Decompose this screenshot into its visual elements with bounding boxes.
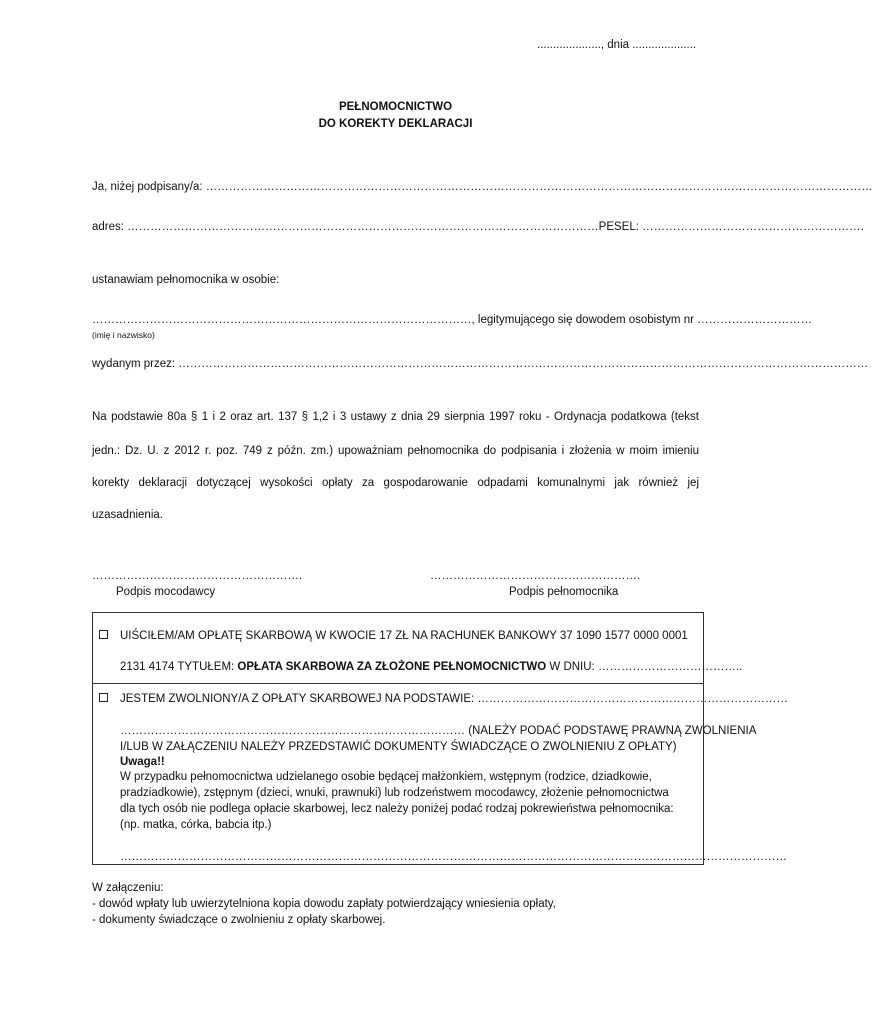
address-pesel-field[interactable]: adres: ……………………………………………………………………………………………………………PESEL: …………………………………………………. (92, 221, 864, 233)
attachments-title: W załączeniu: (92, 882, 164, 894)
warning-line-2: pradziadkowie), zstępnym (dzieci, wnuki, prawnuki) lub rodzeństwem mocodawcy, złożenie pełnomocnictwa (120, 787, 669, 799)
appoint-label: ustanawiam pełnomocnika w osobie: (92, 274, 280, 286)
warning-line-3: dla tych osób nie podlega opłacie skarbowej, lecz należy poniżej podać rodzaj pokrewieństwa pełnomocnika: (120, 803, 674, 815)
principal-signature-line[interactable]: ………………………………………………. (92, 570, 303, 582)
issued-by-field[interactable]: wydanym przez: ……………………………………………………………………………………………………………………………………………………………… (92, 358, 869, 370)
principal-signature-label: Podpis mocodawcy (116, 586, 216, 598)
option2-line1[interactable]: JESTEM ZWOLNIONY/A Z OPŁATY SKARBOWEJ NA PODSTAWIE: ……………………………………………………………………… (120, 693, 788, 705)
option1-line2-prefix: 2131 4174 TYTUŁEM: (120, 661, 238, 673)
option2-line3: I/LUB W ZAŁĄCZENIU NALEŻY PRZEDSTAWIĆ DOKUMENTY ŚWIADCZĄCE O ZWOLNIENIU Z OPŁATY) (120, 741, 677, 753)
warning-line-1: W przypadku pełnomocnictwa udzielanego osobie będącej małżonkiem, wstępnym (rodzice, dziadkowie, (120, 771, 652, 783)
option1-line2 (120, 660, 742, 674)
paid-fee-checkbox[interactable] (99, 630, 108, 639)
option2-line2[interactable]: ……………………………………………………………………………… (NALEŻY PODAĆ PODSTAWĘ PRAWNĄ ZWOLNIENIA (120, 725, 757, 737)
body-line-1: Na podstawie 80a § 1 i 2 oraz art. 137 § 1,2 i 3 ustawy z dnia 29 sierpnia 1997 roku - Ordynacja podatkowa (tekst (92, 411, 699, 423)
options-divider (92, 683, 704, 684)
attorney-signature-label: Podpis pełnomocnika (509, 586, 619, 598)
name-hint: (imię i nazwisko) (92, 330, 155, 340)
warning-line-4: (np. matka, córka, babcia itp.) (120, 819, 272, 831)
warning-title: Uwaga!! (120, 756, 165, 768)
option1-line2-bold: OPŁATA SKARBOWA ZA ZŁOŻONE PEŁNOMOCNICTWO (237, 661, 547, 673)
body-line-4: uzasadnienia. (92, 509, 163, 521)
attachment-item-2: - dokumenty świadczące o zwolnieniu z opłaty skarbowej. (92, 914, 386, 926)
body-line-3: korekty deklaracji dotyczącej wysokości opłaty za gospodarowanie odpadami komunalnymi jak również jej (92, 477, 699, 489)
exempt-checkbox[interactable] (99, 693, 108, 702)
document-title: PEŁNOMOCNICTWO (338, 101, 453, 113)
attorney-signature-line[interactable]: ………………………………………………. (430, 570, 641, 582)
option1-line1: UIŚCIŁEM/AM OPŁATĘ SKARBOWĄ W KWOCIE 17 ZŁ NA RACHUNEK BANKOWY 37 1090 1577 0000 0001 (120, 630, 688, 642)
body-line-2: jedn.: Dz. U. z 2012 r. poz. 749 z późn. zm.) upoważniam pełnomocnika do podpisania i złożenia w moim imieniu (92, 445, 699, 457)
option1-line2-date[interactable]: W DNIU: ……………………………….. (546, 661, 743, 673)
relation-field[interactable]: ………………………………………………………………………………………………………………………………………………………… (120, 851, 787, 863)
attachment-item-1: - dowód wpłaty lub uwierzytelniona kopia dowodu zapłaty potwierdzający wniesienia opłaty, (92, 898, 556, 910)
place-date-line: ...................., dnia .................... (537, 39, 697, 51)
principal-field[interactable]: Ja, niżej podpisany/a: ………………………………………………………………………………………………………………………………………………………… (92, 181, 873, 193)
attorney-field[interactable]: ………………………………………………………………………………………, legitymującego się dowodem osobistym nr ………………………… (92, 314, 813, 326)
document-subtitle: DO KOREKTY DEKLARACJI (318, 118, 473, 130)
